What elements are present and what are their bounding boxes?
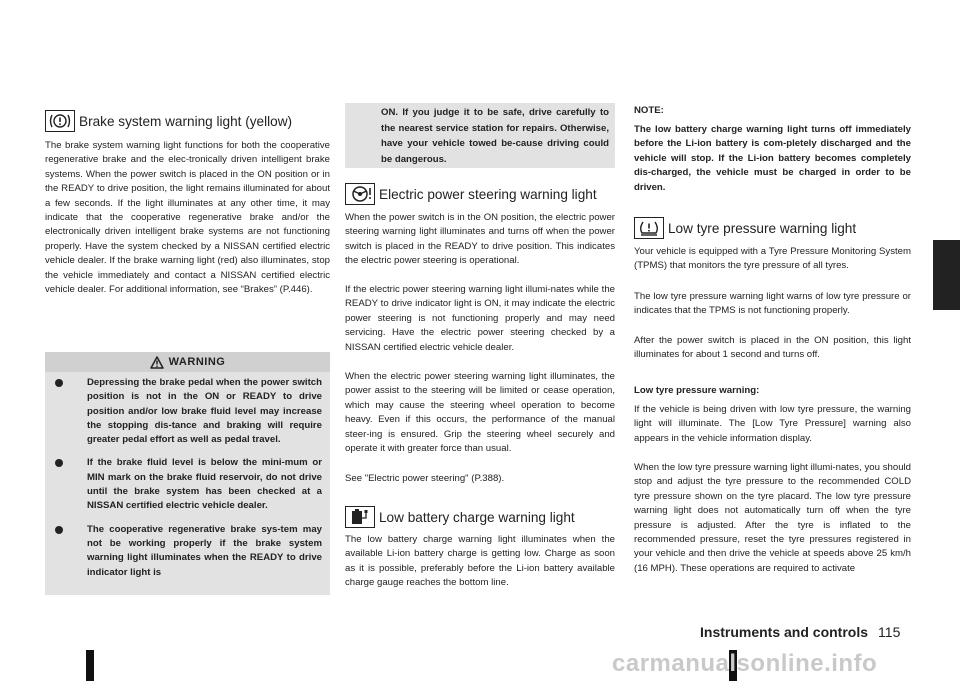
warning-triangle-icon bbox=[150, 356, 164, 369]
footer-section-title: Instruments and controls bbox=[700, 624, 869, 640]
warning-list bbox=[45, 372, 330, 595]
warning-continued-box bbox=[345, 103, 615, 168]
note-label: NOTE: bbox=[634, 105, 664, 116]
tyre-title: Low tyre pressure warning light bbox=[668, 220, 857, 236]
lowbatt-heading bbox=[345, 506, 575, 528]
brake-warning-text: The brake system warning light functions for both the cooperative regenerative brake and the elec-tronically driven intelligent brake systems. When the power switch is placed in the ON position or in the READY to drive position, the light remains illuminated for about a few seconds. If the light illuminates at any other time, it may indicate that the cooperative regenerative brake and/or the electronically driven intelligent brake systems are not functioning properly. Have the system checked by a NISSAN certified electric vehicle dealer. If the brake warning light (red) also illuminates, stop the vehicle immediately and contact a NISSAN certified electric vehicle dealer. For additional information, see “Brakes” (P.446). bbox=[45, 140, 330, 296]
tyre-heading bbox=[634, 217, 856, 239]
brake-warning-heading bbox=[45, 110, 292, 132]
lowbatt-title: Low battery charge warning light bbox=[379, 509, 575, 525]
eps-paragraph-2: If the electric power steering warning light illumi-nates while the READY to drive indicator light is ON, it may indicate the electric power steering is not functioning properly and may need servicing. Have the electric power steering checked by a NISSAN certified electric vehicle dealer. bbox=[345, 284, 615, 353]
tyre-paragraph-2: The low tyre pressure warning light warns of low tyre pressure or indicates that the TPMS is not functioning properly. bbox=[634, 291, 911, 317]
battery-warning-icon bbox=[345, 506, 375, 528]
tyre-paragraph-3: After the power switch is placed in the ON position, this light illuminates for about 1 second and turns off. bbox=[634, 335, 911, 361]
crop-bar-left bbox=[86, 650, 94, 681]
warning-header bbox=[45, 352, 330, 372]
eps-heading bbox=[345, 183, 597, 205]
eps-paragraph-1: When the power switch is in the ON position, the electric power steering warning light illuminates and turns off when the power switch is placed in the READY to drive position. This indicates the electric power steering is operational. bbox=[345, 212, 615, 267]
warning-box bbox=[45, 352, 330, 595]
warning-item: If the brake fluid level is below the mini-mum or MIN mark on the brake fluid reservoir, do not drive until the brake system has been checked at a NISSAN certified electric vehicle dealer. bbox=[45, 456, 322, 513]
tyre-warning-label: Low tyre pressure warning: bbox=[634, 385, 760, 396]
page-footer bbox=[700, 624, 900, 640]
eps-title: Electric power steering warning light bbox=[379, 186, 597, 202]
brake-warning-title: Brake system warning light (yellow) bbox=[79, 113, 293, 129]
warning-continued-text: ON. If you judge it to be safe, drive carefully to the nearest service station for repairs. Otherwise, have your vehicle towed be-cause driving could be dangerous. bbox=[381, 107, 609, 165]
tyre-paragraph-4: If the vehicle is being driven with low tyre pressure, the warning light will illuminate. The [Low Tyre Pressure] warning also appears in the vehicle information display. bbox=[634, 404, 911, 444]
warning-item: Depressing the brake pedal when the power switch position is not in the ON or READY to drive position and/or low brake fluid level may increase the stopping dis-tance and braking will require greater pedal effort as well as pedal travel. bbox=[45, 376, 322, 447]
page-number: 115 bbox=[878, 624, 901, 640]
eps-paragraph-4: See "Electric power steering" (P.388). bbox=[345, 473, 505, 484]
warning-item: The cooperative regenerative brake sys-tem may not be working properly if the brake system warning light illuminates when the READY to drive indicator light is bbox=[45, 523, 322, 580]
section-tab bbox=[933, 240, 960, 310]
lowbatt-paragraph: The low battery charge warning light illuminates when the available Li-ion battery charge is getting low. Charge as soon as it is possible, preferably before the Li-ion battery available charge gauge reaches the bottom line. bbox=[345, 534, 615, 589]
watermark: carmanualsonline.info bbox=[612, 650, 878, 677]
warning-title: WARNING bbox=[168, 356, 226, 368]
brake-warning-icon bbox=[45, 110, 75, 132]
tyre-paragraph-1: Your vehicle is equipped with a Tyre Pressure Monitoring System (TPMS) that monitors the tyre pressure of all tyres. bbox=[634, 246, 911, 272]
tyre-pressure-icon bbox=[634, 217, 664, 239]
steering-warning-icon bbox=[345, 183, 375, 205]
eps-paragraph-3: When the electric power steering warning light illuminates, the power assist to the steering will be limited or cease operation, which may cause the steering wheel operation to become heavy. Even if this occurs, the performance of the manual steer-ing is ensured. Grip the steering wheel securely and operate it with greater force than usual. bbox=[345, 371, 615, 455]
note-text: The low battery charge warning light turns off immediately before the Li-ion battery is com-pletely discharged and the vehicle will stop. If the Li-ion battery becomes completely dis-charged, the vehicle must be charged in order to be driven. bbox=[634, 124, 911, 193]
tyre-paragraph-5: When the low tyre pressure warning light illumi-nates, you should stop and adjust the tyre pressure to the recommended COLD tyre pressure shown on the tyre placard. The low tyre pressure warning light does not automatically turn off when the tyre pressure is adjusted. After the tyre is inflated to the recommended pressure, reset the tyre pressures registered in your vehicle and then drive the vehicle at speeds above 25 km/h (16 MPH). These operations are required to activate bbox=[634, 462, 911, 574]
